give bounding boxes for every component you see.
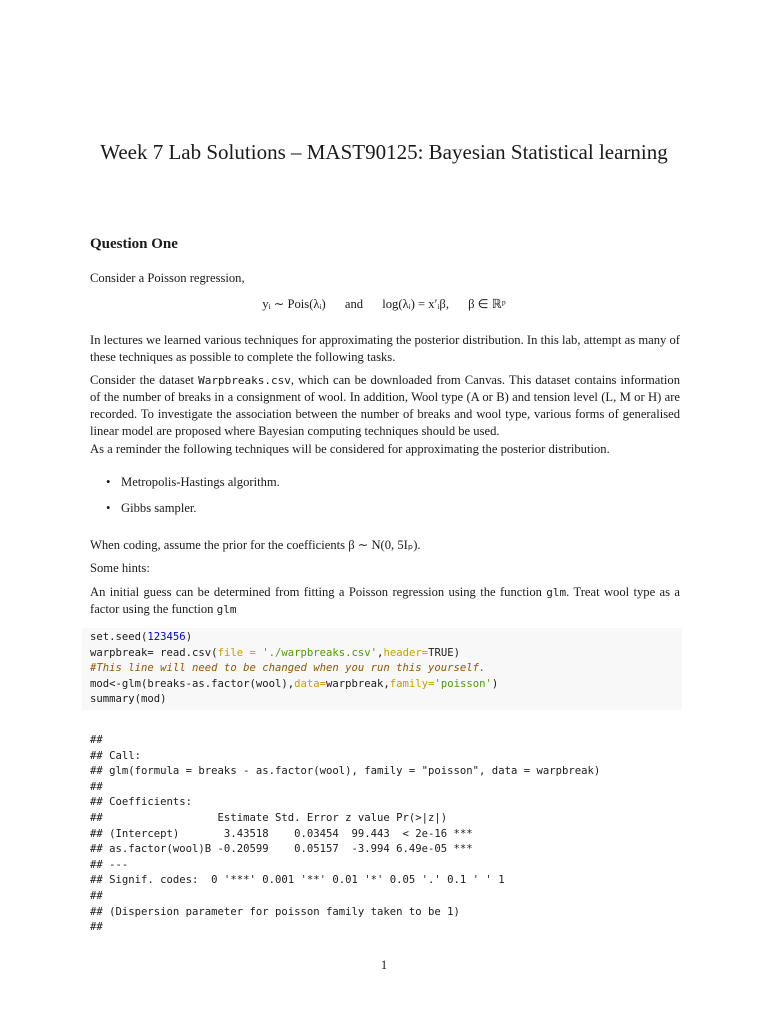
list-item-label: Gibbs sampler.	[121, 501, 197, 515]
output-line: ##	[90, 734, 103, 746]
output-line: ## (Intercept) 3.43518 0.03454 99.443 < 2e-16 ***	[90, 827, 473, 840]
question-heading: Question One	[90, 236, 178, 252]
glm-function-ref: glm	[546, 586, 567, 599]
paragraph-dataset	[90, 372, 680, 440]
output-line: ## Estimate Std. Error z value Pr(>|z|)	[90, 811, 448, 824]
r-output-block	[90, 733, 600, 936]
output-line: ##	[90, 780, 103, 793]
paragraph-initial-guess	[90, 584, 680, 618]
paragraph-hints: Some hints:	[90, 561, 150, 575]
dataset-text-rest: , which can be downloaded from Canvas. This dataset contains information of the number of breaks in a consignment of wool. In addition, Wool type (A or B) and tension level (L, M or H) are recorded. To investigate the association between the number of breaks and wool type, various forms of generalised linear model are proposed where Bayesian computing techniques should be used.	[90, 373, 680, 438]
glm-function-ref: glm	[216, 603, 237, 616]
model-formula: yᵢ ∼ Pois(λᵢ)	[262, 297, 326, 311]
output-line: ## as.factor(wool)B -0.20599 0.05157 -3.994 6.49e-05 ***	[90, 843, 473, 856]
code-line-5: summary(mod)	[90, 693, 167, 706]
output-line: ## ---	[90, 858, 129, 871]
dataset-text-start: Consider the dataset	[90, 373, 199, 387]
code-number: 123456	[147, 631, 186, 643]
output-line: ## (Dispersion parameter for poisson family taken to be 1)	[90, 905, 460, 918]
code-argument: header=	[383, 646, 429, 659]
prior-text: When coding, assume the prior for the coefficients	[90, 538, 349, 552]
intro-text: Consider a Poisson regression,	[90, 271, 245, 285]
initial-guess-text-middle: . Treat wool type as a factor using the function	[90, 585, 680, 616]
code-line-4	[90, 678, 498, 690]
code-line-2	[90, 647, 460, 659]
code-string: 'poisson'	[434, 677, 492, 690]
paragraph-prior	[90, 537, 680, 554]
model-equation	[0, 296, 768, 312]
initial-guess-text-start: An initial guess can be determined from fitting a Poisson regression using the function	[90, 585, 547, 599]
code-token: set.seed(	[90, 631, 148, 643]
code-token: )	[185, 631, 193, 643]
code-comment: #This line will need to be changed when you run this yourself.	[90, 662, 486, 675]
technique-list	[104, 474, 280, 526]
paragraph-lectures: In lectures we learned various techniques for approximating the posterior distribution. In this lab, attempt as many of these techniques as possible to complete the following tasks.	[90, 333, 680, 364]
output-line: ## glm(formula = breaks - as.factor(wool), family = "poisson", data = warpbreak)	[90, 765, 601, 778]
model-link: log(λᵢ) = x′ᵢβ,	[382, 297, 449, 311]
list-item-label: Metropolis-Hastings algorithm.	[121, 475, 280, 489]
code-token: )	[491, 677, 499, 690]
code-token: warpbreak,	[326, 677, 390, 690]
code-argument: data=	[294, 677, 326, 690]
output-line: ##	[90, 921, 103, 934]
output-line: ##	[90, 889, 103, 902]
code-line-1	[90, 631, 192, 643]
code-token: mod<-glm(breaks-as.factor(wool),	[90, 677, 295, 690]
paragraph-reminder: As a reminder the following techniques will be considered for approximating the posterior distribution.	[90, 442, 610, 456]
list-item: • Metropolis-Hastings algorithm.	[106, 475, 280, 489]
r-code-block	[82, 628, 682, 710]
code-string: './warpbreaks.csv'	[262, 646, 378, 659]
output-line: ## Call:	[90, 749, 142, 762]
page-title: Week 7 Lab Solutions – MAST90125: Bayesian Statistical learning	[100, 140, 668, 164]
prior-math: β ∼ N(0, 5Iₚ).	[348, 538, 421, 552]
output-line: ## Signif. codes: 0 '***' 0.001 '**' 0.01 '*' 0.05 '.' 0.1 ' ' 1	[90, 874, 505, 887]
code-argument: family=	[389, 677, 435, 690]
output-line: ## Coefficients:	[90, 796, 193, 809]
page-number: 1	[380, 958, 388, 972]
code-token: warpbreak= read.csv(	[90, 646, 218, 659]
code-argument: file =	[217, 646, 256, 659]
model-parameter-space: β ∈ ℝᵖ	[468, 297, 506, 311]
list-item: • Gibbs sampler.	[106, 501, 197, 515]
model-and: and	[344, 297, 364, 311]
code-token: TRUE)	[428, 646, 460, 659]
dataset-filename: Warpbreaks.csv	[198, 374, 291, 387]
code-token: ,	[377, 646, 384, 659]
